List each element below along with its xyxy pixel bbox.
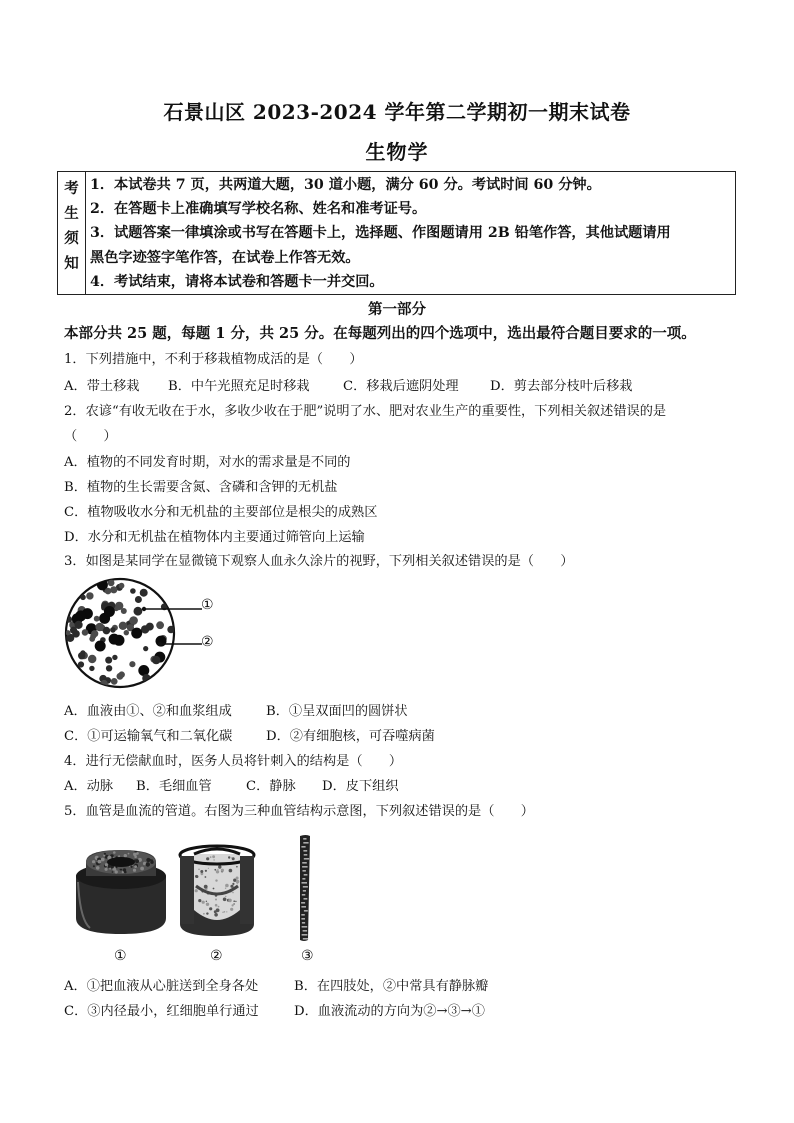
texture-stripe [303,886,308,888]
question-1-stem: 1．下列措施中，不利于移栽植物成活的是（ ） [64,352,363,367]
texture-stripe [303,842,308,844]
question-1-option-d: D．剪去部分枝叶后移栽 [490,379,633,394]
vein-right-wall [240,856,254,924]
vessel-label-2: ② [210,948,223,964]
question-3-option-a: A．血液由①、②和血浆组成 [64,704,232,719]
notice-heading-char: 生 [64,205,79,222]
red-blood-cell [135,596,142,603]
texture-stripe [301,902,305,904]
red-blood-cell [65,630,70,635]
red-blood-cell [119,622,127,630]
texture-stripe [302,878,305,880]
texture-stripe [302,894,306,896]
texture-dot [203,913,205,915]
artery-diagram [70,842,172,940]
texture-stripe [302,862,307,864]
red-blood-cell [86,592,93,599]
question-4-option-b: B．毛细血管 [136,779,212,794]
texture-dot [237,883,238,884]
red-blood-cell [129,616,138,625]
texture-dot [230,885,233,888]
exam-title: 石景山区 2023-2024 学年第二学期初一期末试卷 [163,100,631,124]
red-blood-cell [156,621,164,629]
red-blood-cell [106,665,112,671]
texture-dot [216,870,219,873]
texture-stripe [303,890,306,892]
texture-dot [109,868,111,870]
texture-dot [92,860,95,863]
red-blood-cell [143,646,148,651]
question-2-option-c: C．植物吸收水分和无机盐的主要部位是根尖的成熟区 [64,505,378,520]
red-blood-cell [110,627,116,633]
question-5-option-a: A．①把血液从心脏送到全身各处 [64,979,259,994]
texture-dot [215,879,217,881]
red-blood-cell [129,661,135,667]
texture-dot [226,911,227,912]
question-4-option-c: C．静脉 [246,779,296,794]
texture-dot [124,854,127,857]
texture-stripe [303,870,306,872]
pointer-dot-1 [142,607,146,611]
texture-dot [236,880,240,884]
texture-stripe [302,882,308,884]
notice-line: 4．考试结束，请将本试卷和答题卡一并交回。 [90,273,384,290]
red-blood-cell [105,657,112,664]
white-blood-cell [131,628,142,639]
texture-dot [232,904,234,906]
texture-dot [202,901,205,904]
texture-dot [195,889,198,892]
texture-dot [98,860,102,864]
texture-dot [215,904,218,907]
question-5-stem: 5．血管是血流的管道。右图为三种血管结构示意图，下列叙述错误的是（ ） [64,804,534,819]
white-blood-cell [109,634,120,645]
texture-dot [233,903,234,904]
texture-dot [104,853,106,855]
figure-label-1: ① [201,597,214,613]
vein-diagram [176,840,258,940]
red-blood-cell [108,580,115,587]
texture-dot [206,912,208,914]
texture-dot [140,867,144,871]
texture-stripe [304,858,309,860]
texture-dot [93,865,95,867]
texture-dot [214,913,218,917]
red-blood-cell [111,678,118,685]
texture-dot [228,856,230,858]
question-3-stem: 3．如图是某同学在显微镜下观察人血永久涂片的视野，下列相关叙述错误的是（ ） [64,554,574,569]
texture-dot [206,857,209,860]
texture-dot [235,901,236,902]
texture-dot [133,869,136,872]
part-title: 第一部分 [368,301,426,318]
notice-heading-char: 知 [64,255,79,272]
question-5-option-b: B．在四肢处，②中常具有静脉瓣 [294,979,489,994]
question-4-option-a: A．动脉 [64,779,114,794]
red-blood-cell [78,661,84,667]
notice-line: 3．试题答案一律填涂或书写在答题卡上，选择题、作图题请用 2B 铅笔作答，其他试题请用 [90,225,671,242]
texture-dot [105,868,108,871]
notice-heading-char: 须 [64,230,79,247]
texture-dot [209,907,212,910]
part-instruction: 本部分共 25 题，每题 1 分，共 25 分。在每题列出的四个选项中，选出最符合题目要求的一项。 [64,325,696,342]
texture-dot [136,852,139,855]
candidate-notice-box [57,171,736,295]
texture-dot [225,884,229,888]
notice-heading [58,172,86,294]
texture-stripe [303,938,308,940]
texture-dot [105,863,108,866]
texture-dot [233,900,235,902]
white-blood-cell [104,606,115,617]
capillary-diagram [292,832,318,944]
texture-stripe [302,866,308,868]
texture-stripe [302,922,305,924]
question-2-stem: 2．农谚“有收无收在于水，多收少收在于肥”说明了水、肥对农业生产的重要性，下列相关叙述错误的是 [64,404,667,419]
question-3-option-d: D．②有细胞核，可吞噬病菌 [266,729,435,744]
vessel-label-1: ① [114,948,127,964]
red-blood-cell [88,655,96,663]
texture-dot [225,896,226,897]
vein-top-edge [194,849,240,854]
texture-dot [206,901,207,902]
white-blood-cell [95,641,106,652]
figure-label-2: ② [201,634,214,650]
question-1-option-b: B．中午光照充足时移栽 [168,379,310,394]
vessel-label-3: ③ [301,948,314,964]
texture-dot [217,869,218,870]
texture-stripe [304,898,308,900]
red-blood-cell [91,630,98,637]
texture-dot [232,883,234,885]
texture-dot [205,876,207,878]
red-blood-cell [119,583,125,589]
red-blood-cell [134,607,143,616]
texture-dot [198,899,201,902]
red-blood-cell [89,666,94,671]
texture-stripe [302,934,308,936]
texture-stripe [304,910,308,912]
texture-dot [101,858,105,862]
question-3-option-c: C．①可运输氧气和二氧化碳 [64,729,233,744]
question-4-stem: 4．进行无偿献血时，医务人员将针刺入的结构是（ ） [64,754,403,769]
red-blood-cell [167,626,174,633]
texture-dot [222,912,223,913]
texture-dot [112,871,114,873]
texture-dot [214,910,217,913]
texture-dot [212,855,215,858]
red-blood-cell [95,623,104,632]
red-blood-cell [119,671,125,677]
red-blood-cell [130,588,136,594]
texture-dot [113,851,116,854]
question-1-option-c: C．移栽后遮阴处理 [343,379,459,394]
texture-dot [230,908,233,911]
texture-stripe [303,838,306,840]
texture-stripe [301,918,305,920]
texture-dot [130,866,132,868]
texture-dot [210,856,212,858]
vein-left-wall [180,856,194,924]
red-blood-cell [110,586,117,593]
red-blood-cell [140,589,148,597]
exam-subject: 生物学 [365,140,429,164]
texture-dot [205,870,207,872]
texture-dot [218,865,221,868]
question-2-option-a: A．植物的不同发育时期，对水的需求量是不同的 [64,455,351,470]
texture-dot [206,903,209,906]
texture-dot [151,859,153,861]
texture-dot [124,871,127,874]
texture-dot [213,859,214,860]
texture-stripe [301,846,305,848]
texture-dot [228,899,232,903]
artery-lumen [107,857,135,867]
texture-dot [128,853,130,855]
texture-dot [231,857,232,858]
red-blood-cell [112,655,117,660]
texture-dot [221,869,224,872]
red-blood-cell [105,588,112,595]
red-blood-cell [124,630,129,635]
texture-dot [236,877,239,880]
texture-dot [96,866,100,870]
question-2-stem-cont: （ ） [64,429,117,444]
texture-dot [218,906,220,908]
texture-dot [200,870,203,873]
notice-line: 1．本试卷共 7 页，共两道大题，30 道小题，满分 60 分。考试时间 60 分钟。 [90,177,601,193]
question-2-option-d: D．水分和无机盐在植物体内主要通过筛管向上运输 [64,530,365,545]
red-blood-cell [94,616,100,622]
red-blood-cell [75,621,83,629]
texture-dot [115,870,118,873]
notice-body [86,172,735,294]
texture-dot [224,911,226,913]
texture-stripe [303,850,307,852]
texture-dot [134,865,137,868]
texture-stripe [301,914,305,916]
notice-heading-char: 考 [64,180,79,197]
texture-dot [198,869,200,871]
texture-dot [229,869,233,873]
texture-dot [195,875,198,878]
texture-dot [204,885,208,889]
pointer-dot-2 [158,642,162,646]
texture-dot [146,862,150,866]
question-4-option-d: D．皮下组织 [322,779,399,794]
red-blood-cell [146,623,154,631]
texture-stripe [303,930,308,932]
texture-dot [120,869,122,871]
texture-dot [223,898,227,902]
texture-dot [225,888,226,889]
texture-stripe [302,926,308,928]
question-3-option-b: B．①呈双面凹的圆饼状 [266,704,408,719]
texture-stripe [301,906,306,908]
red-blood-cell [82,629,89,636]
texture-stripe [304,874,308,876]
texture-dot [214,869,216,871]
red-blood-cell [80,650,85,655]
notice-line: 2．在答题卡上准确填写学校名称、姓名和准考证号。 [90,201,427,218]
texture-dot [236,866,238,868]
texture-dot [118,855,120,857]
texture-dot [208,868,209,869]
texture-dot [108,866,110,868]
question-5-option-d: D．血液流动的方向为②→③→① [294,1004,485,1019]
question-1-option-a: A．带土移栽 [64,379,140,394]
texture-stripe [304,854,308,856]
notice-line: 黑色字迹签字笔作答，在试卷上作答无效。 [90,249,360,266]
texture-dot [215,899,217,901]
question-2-option-b: B．植物的生长需要含氮、含磷和含钾的无机盐 [64,480,338,495]
texture-dot [135,859,139,863]
texture-dot [232,892,234,894]
texture-dot [213,888,215,890]
red-blood-cell [152,656,160,664]
question-5-option-c: C．③内径最小，红细胞单行通过 [64,1004,259,1019]
